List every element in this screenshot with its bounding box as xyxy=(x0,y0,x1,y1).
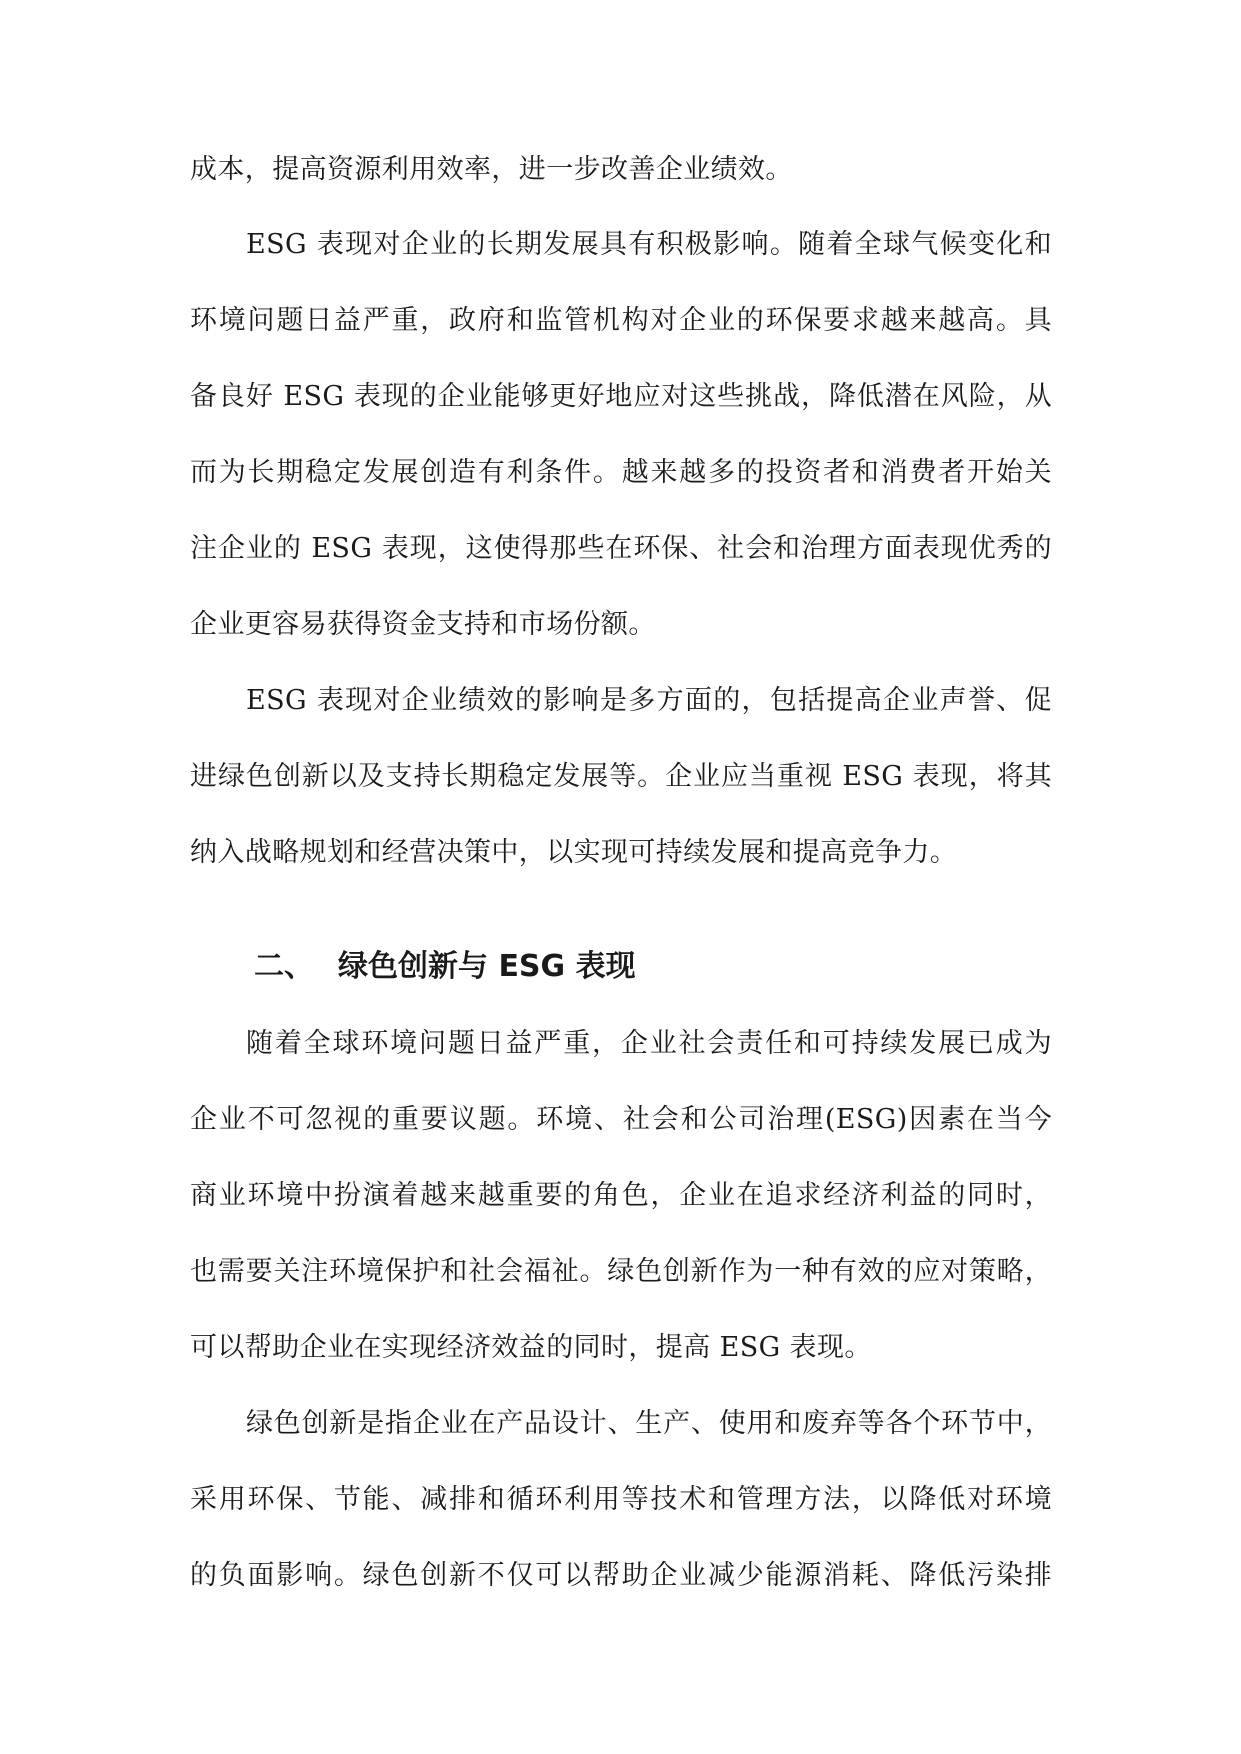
section-number: 二、 xyxy=(254,949,314,984)
section-paragraph-2-line-2: 采用环保、节能、减排和循环利用等技术和管理方法，以降低对环境 xyxy=(190,1484,1052,1515)
paragraph-3-line-3: 纳入战略规划和经营决策中，以实现可持续发展和提高竞争力。 xyxy=(190,837,958,868)
section-paragraph-1-line-5: 可以帮助企业在实现经济效益的同时，提高 ESG 表现。 xyxy=(190,1332,872,1363)
paragraph-2-line-1: ESG 表现对企业的长期发展具有积极影响。随着全球气候变化和 xyxy=(246,229,1052,260)
paragraph-3-line-2: 进绿色创新以及支持长期稳定发展等。企业应当重视 ESG 表现，将其 xyxy=(190,761,1052,792)
section-paragraph-2-line-1: 绿色创新是指企业在产品设计、生产、使用和废弃等各个环节中， xyxy=(246,1408,1052,1439)
paragraph-2-line-4: 而为长期稳定发展创造有利条件。越来越多的投资者和消费者开始关 xyxy=(190,457,1052,488)
paragraph-2-line-2: 环境问题日益严重，政府和监管机构对企业的环保要求越来越高。具 xyxy=(190,305,1052,336)
paragraph-2-line-6: 企业更容易获得资金支持和市场份额。 xyxy=(190,609,656,640)
paragraph-2-line-5: 注企业的 ESG 表现，这使得那些在环保、社会和治理方面表现优秀的 xyxy=(190,533,1052,564)
section-paragraph-1-line-2: 企业不可忽视的重要议题。环境、社会和公司治理(ESG)因素在当今 xyxy=(190,1104,1052,1135)
paragraph-3-line-1: ESG 表现对企业绩效的影响是多方面的，包括提高企业声誉、促 xyxy=(246,685,1052,716)
section-title: 绿色创新与 ESG 表现 xyxy=(338,949,636,984)
section-paragraph-1-line-1: 随着全球环境问题日益严重，企业社会责任和可持续发展已成为 xyxy=(246,1028,1052,1059)
section-paragraph-2-line-3: 的负面影响。绿色创新不仅可以帮助企业减少能源消耗、降低污染排 xyxy=(190,1560,1052,1591)
paragraph-1-line-1: 成本，提高资源利用效率，进一步改善企业绩效。 xyxy=(190,154,793,185)
paragraph-2-line-3: 备良好 ESG 表现的企业能够更好地应对这些挑战，降低潜在风险，从 xyxy=(190,381,1052,412)
section-paragraph-1-line-3: 商业环境中扮演着越来越重要的角色，企业在追求经济利益的同时， xyxy=(190,1180,1052,1211)
section-paragraph-1-line-4: 也需要关注环境保护和社会福祉。绿色创新作为一种有效的应对策略， xyxy=(190,1256,1052,1287)
section-heading xyxy=(254,945,636,989)
